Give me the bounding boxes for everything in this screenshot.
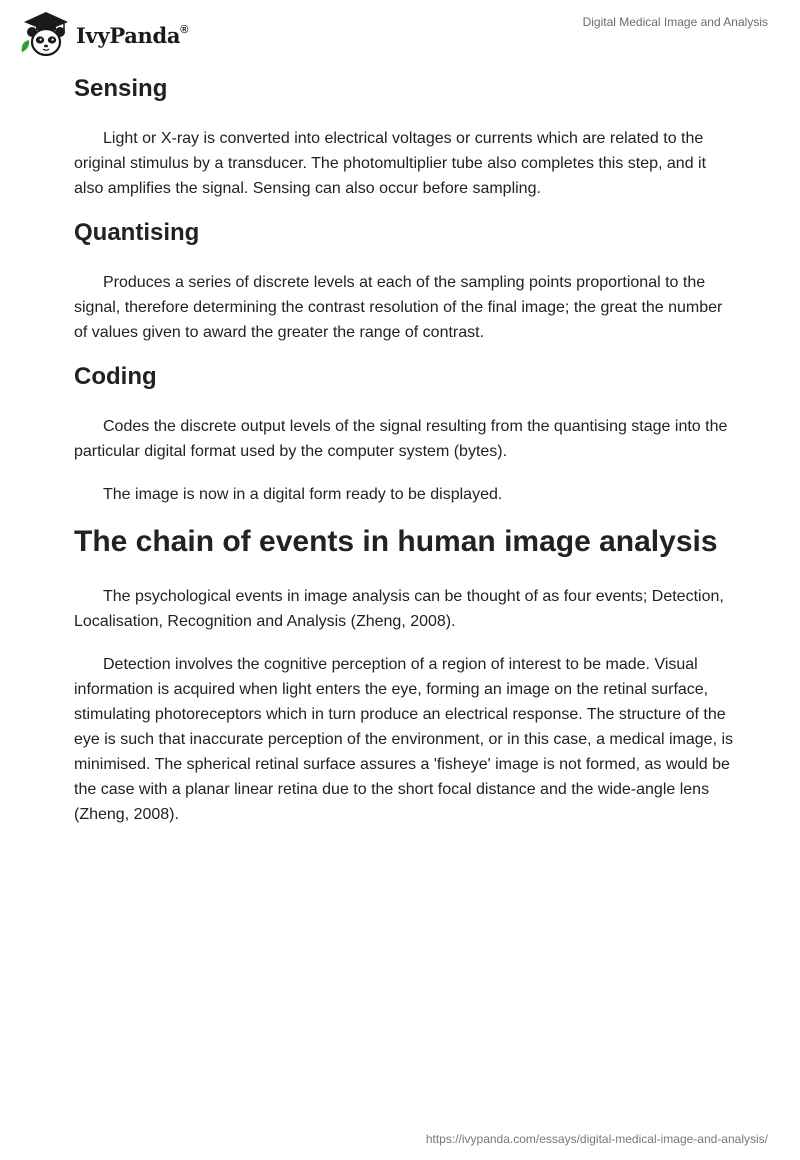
document-title: Digital Medical Image and Analysis: [582, 15, 768, 29]
paragraph-coding-1: Codes the discrete output levels of the signal resulting from the quantising stage into the particular digital format used by the computer system (bytes).: [74, 418, 728, 460]
paragraph-chain-2: Detection involves the cognitive perception of a region of interest to be made. Visual information is acquired when light enters the eye, forming an image on the retinal surface, stimulating photoreceptors which in turn produce an electrical response. The structure of the eye is such that inaccurate perception of the environment, or in this case, a medical image, is minimised. The spherical retinal surface assures a 'fisheye' image is not formed, as would be the case with a planar linear retina due to the short focal distance and the wide-angle lens (Zheng, 2008).: [74, 656, 734, 823]
panda-graduation-cap-icon: [16, 8, 72, 58]
section-heading-quantising: Quantising: [74, 219, 200, 246]
section-heading-chain: The chain of events in human image analysis: [74, 525, 718, 558]
paragraph-chain-1: The psychological events in image analysis can be thought of as four events; Detection, Localisation, Recognition and Analysis (Zheng, 2008).: [74, 588, 724, 630]
section-heading-sensing: Sensing: [74, 75, 168, 102]
essay-content: [74, 72, 734, 827]
registered-mark: ®: [180, 23, 189, 36]
ivypanda-logo[interactable]: [16, 8, 188, 58]
paragraph-quantising: Produces a series of discrete levels at each of the sampling points proportional to the signal, therefore determining the contrast resolution of the final image; the great the number of values given to award the greater the range of contrast.: [74, 274, 723, 341]
section-heading-coding: Coding: [74, 363, 157, 390]
paragraph-coding-2: The image is now in a digital form ready to be displayed.: [103, 486, 503, 503]
paragraph-sensing: Light or X-ray is converted into electrical voltages or currents which are related to the original stimulus by a transducer. The photomultiplier tube also completes this step, and it also amplifies the signal. Sensing can also occur before sampling.: [74, 130, 707, 197]
source-url[interactable]: https://ivypanda.com/essays/digital-medical-image-and-analysis/: [425, 1132, 768, 1146]
page-header: [0, 0, 800, 60]
brand-name: IvyPanda®: [76, 22, 189, 48]
